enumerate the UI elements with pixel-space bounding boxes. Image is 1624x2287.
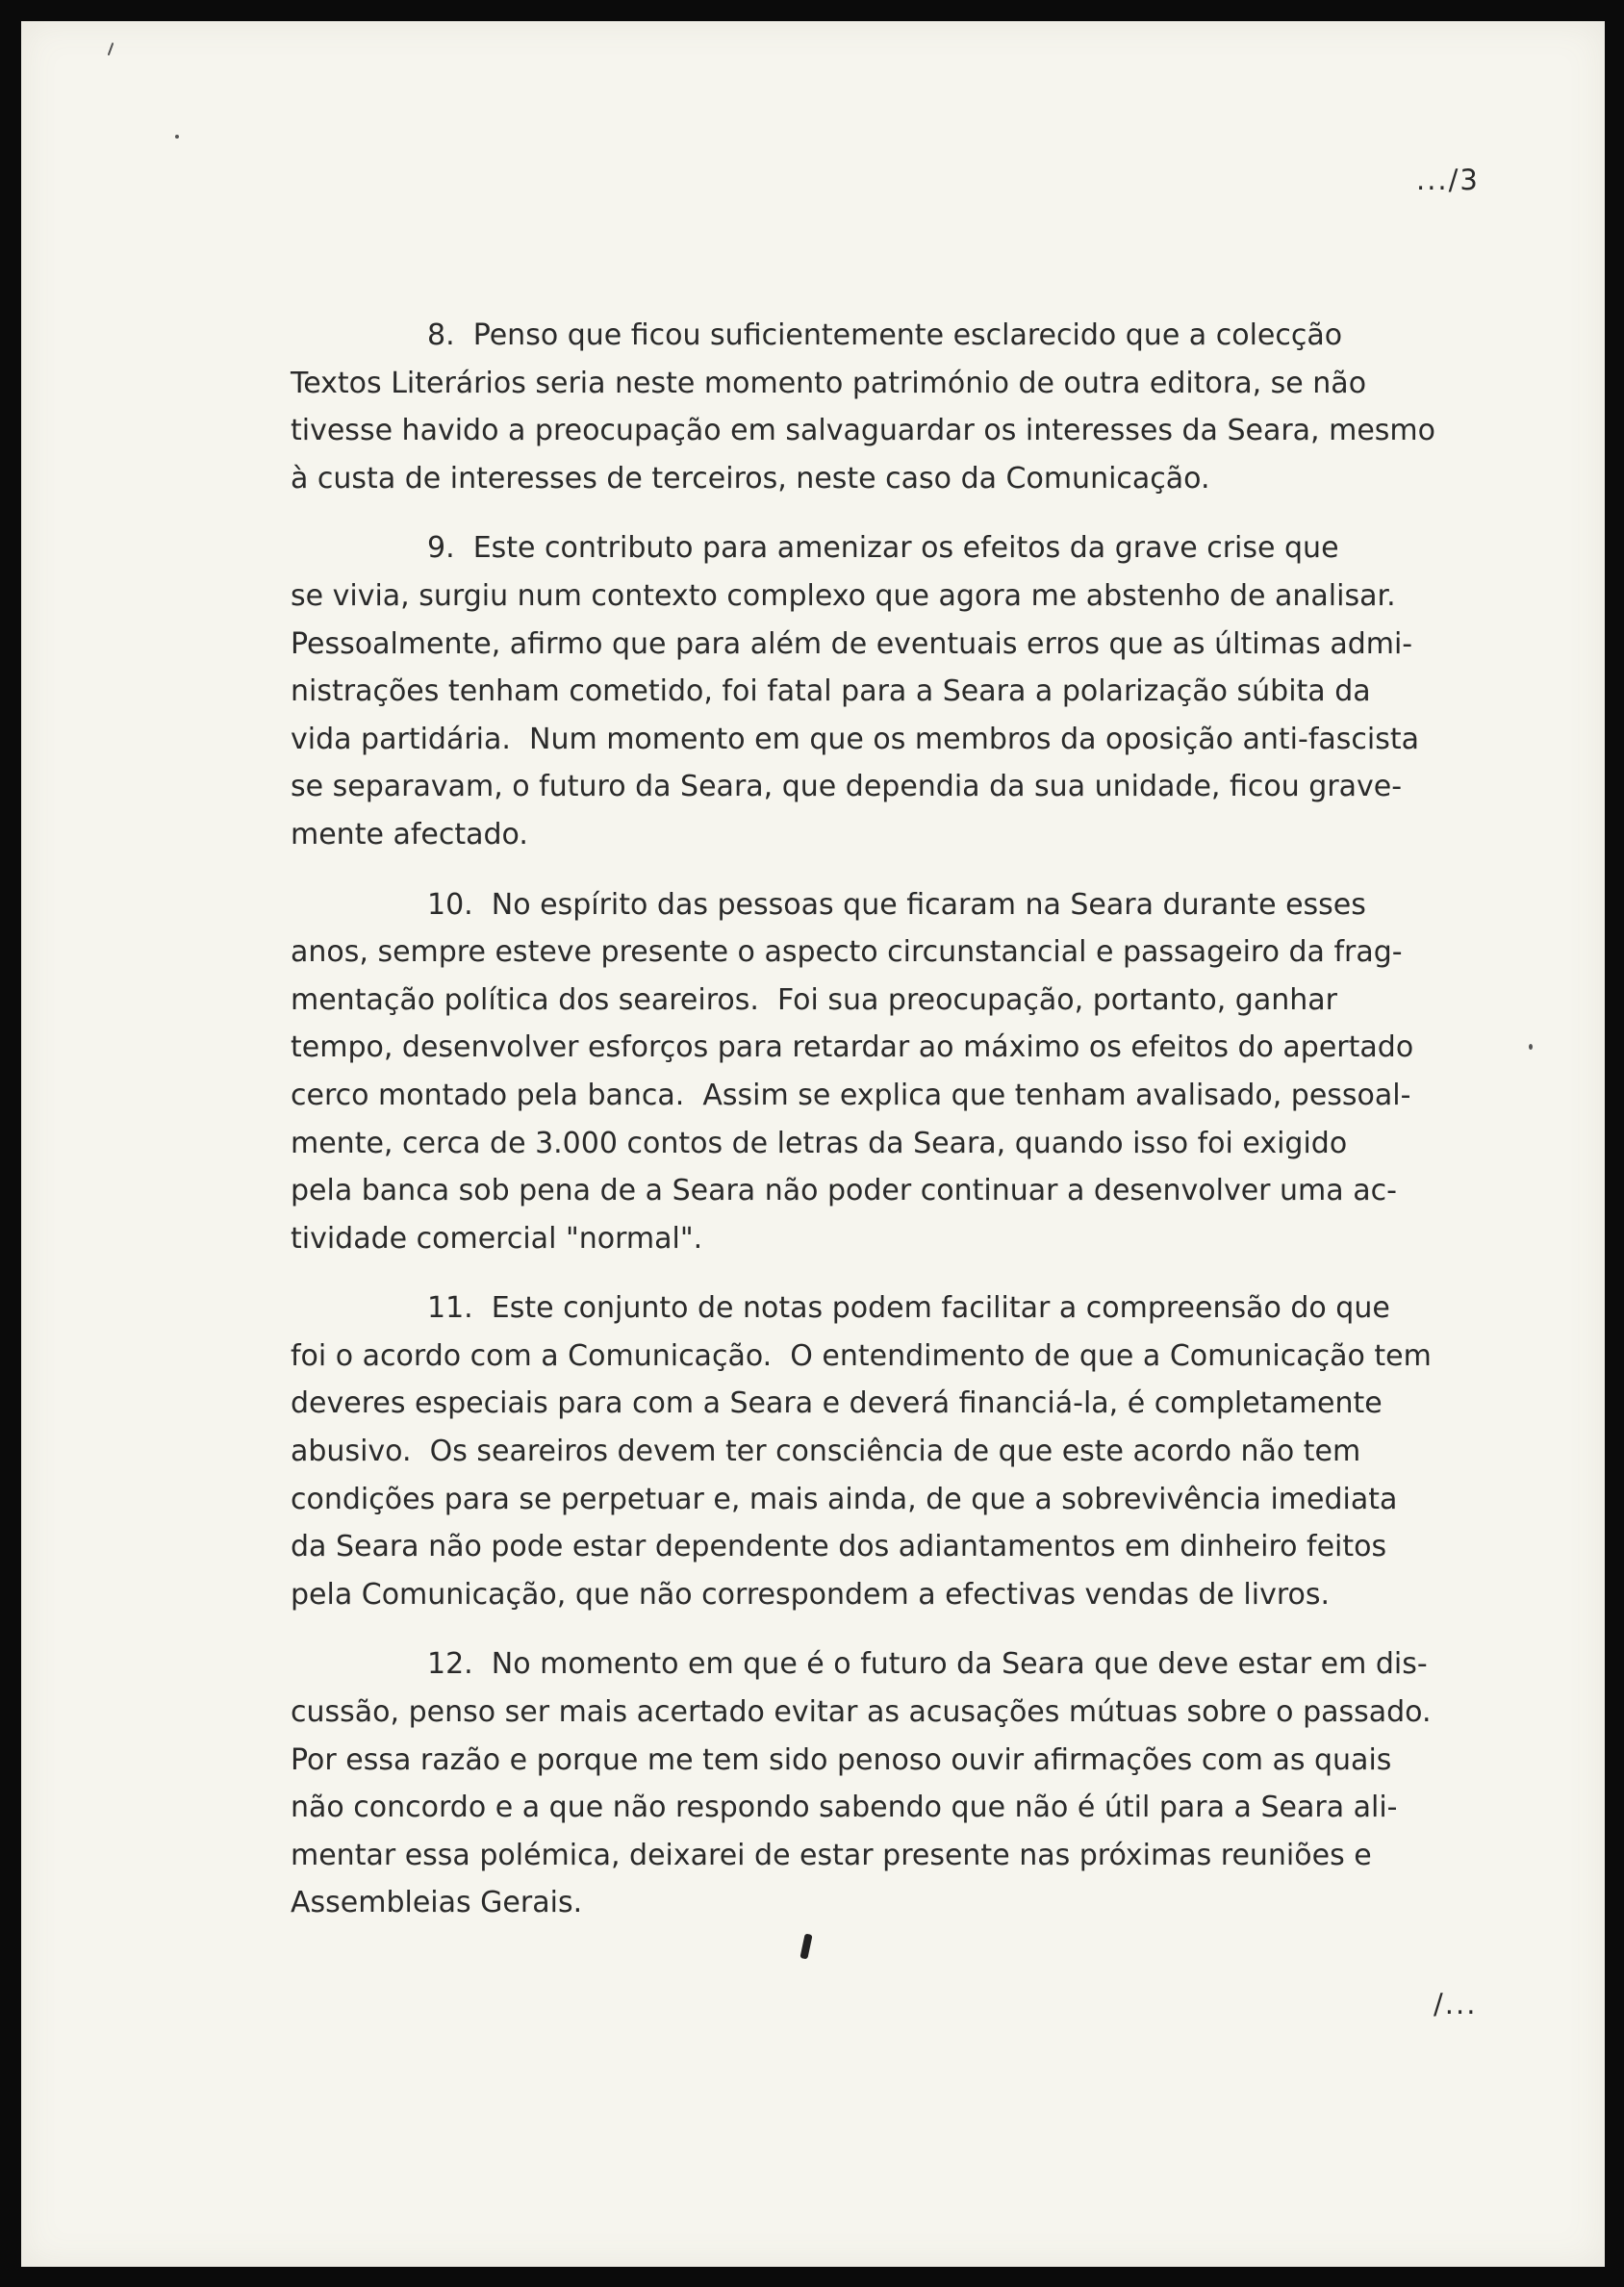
text-line: mente afectado.	[291, 817, 528, 851]
text-line: não concordo e a que não respondo sabendo que não é útil para a Seara ali-	[291, 1791, 1398, 1825]
text-line: pela Comunicação, que não correspondem a efectivas vendas de livros.	[291, 1577, 1331, 1612]
text-line: abusivo. Os seareiros devem ter consciência de que este acordo não tem	[291, 1435, 1361, 1469]
text-line: se vivia, surgiu num contexto complexo que agora me abstenho de analisar.	[291, 578, 1396, 613]
text-line: se separavam, o futuro da Seara, que dependia da sua unidade, ficou grave-	[291, 770, 1403, 804]
text-line: Por essa razão e porque me tem sido penoso ouvir afirmações com as quais	[291, 1742, 1392, 1777]
page-continuation-bottom: /...	[1434, 1988, 1478, 2020]
paper-speck	[175, 135, 179, 139]
text-line: cerco montado pela banca. Assim se explica que tenham avalisado, pessoal-	[291, 1078, 1411, 1112]
text-line: Assembleias Gerais.	[291, 1886, 583, 1920]
text-line: nistrações tenham cometido, foi fatal para a Seara a polarização súbita da	[291, 674, 1371, 709]
text-line: pela banca sob pena de a Seara não poder continuar a desenvolver uma ac-	[291, 1174, 1397, 1208]
text-line: vida partidária. Num momento em que os membros da oposição anti-fascista	[291, 722, 1420, 756]
text-line: 8. Penso que ficou suficientemente esclarecido que a colecção	[427, 318, 1343, 352]
text-line: da Seara não pode estar dependente dos adiantamentos em dinheiro feitos	[291, 1530, 1387, 1564]
text-line: 10. No espírito das pessoas que ficaram na Seara durante esses	[427, 887, 1366, 922]
text-line: deveres especiais para com a Seara e deverá financiá-la, é completamente	[291, 1386, 1383, 1421]
text-line: foi o acordo com a Comunicação. O entendimento de que a Comunicação tem	[291, 1338, 1432, 1373]
text-line: 9. Este contributo para amenizar os efeitos da grave crise que	[427, 531, 1339, 566]
text-line: tividade comercial "normal".	[291, 1221, 703, 1256]
paragraph-9	[291, 524, 1505, 858]
paper-speck	[1529, 1044, 1533, 1050]
paragraph-11	[291, 1284, 1505, 1618]
text-line: mentar essa polémica, deixarei de estar presente nas próximas reuniões e	[291, 1838, 1372, 1872]
text-line: 11. Este conjunto de notas podem facilitar a compreensão do que	[427, 1291, 1390, 1326]
text-line: mentação política dos seareiros. Foi sua preocupação, portanto, ganhar	[291, 982, 1337, 1017]
text-line: tivesse havido a preocupação em salvaguardar os interesses da Seara, mesmo	[291, 414, 1436, 448]
page-continuation-top: .../3	[1416, 164, 1480, 196]
text-line: à custa de interesses de terceiros, neste caso da Comunicação.	[291, 461, 1210, 496]
text-line: 12. No momento em que é o futuro da Seara que deve estar em dis-	[427, 1647, 1428, 1682]
text-line: tempo, desenvolver esforços para retardar ao máximo os efeitos do apertado	[291, 1030, 1414, 1065]
document-body	[291, 312, 1505, 1949]
text-line: condições para se perpetuar e, mais ainda, de que a sobrevivência imediata	[291, 1482, 1398, 1516]
paragraph-10	[291, 881, 1505, 1263]
document-page	[21, 21, 1605, 2267]
text-line: anos, sempre esteve presente o aspecto circunstancial e passageiro da frag-	[291, 935, 1403, 970]
paper-speck	[108, 42, 114, 56]
text-line: Textos Literários seria neste momento património de outra editora, se não	[291, 366, 1367, 400]
text-line: mente, cerca de 3.000 contos de letras da Seara, quando isso foi exigido	[291, 1126, 1348, 1160]
paragraph-8	[291, 312, 1505, 502]
paragraph-12	[291, 1640, 1505, 1927]
text-line: Pessoalmente, afirmo que para além de eventuais erros que as últimas admi-	[291, 626, 1413, 661]
text-line: cussão, penso ser mais acertado evitar as acusações mútuas sobre o passado.	[291, 1695, 1432, 1730]
